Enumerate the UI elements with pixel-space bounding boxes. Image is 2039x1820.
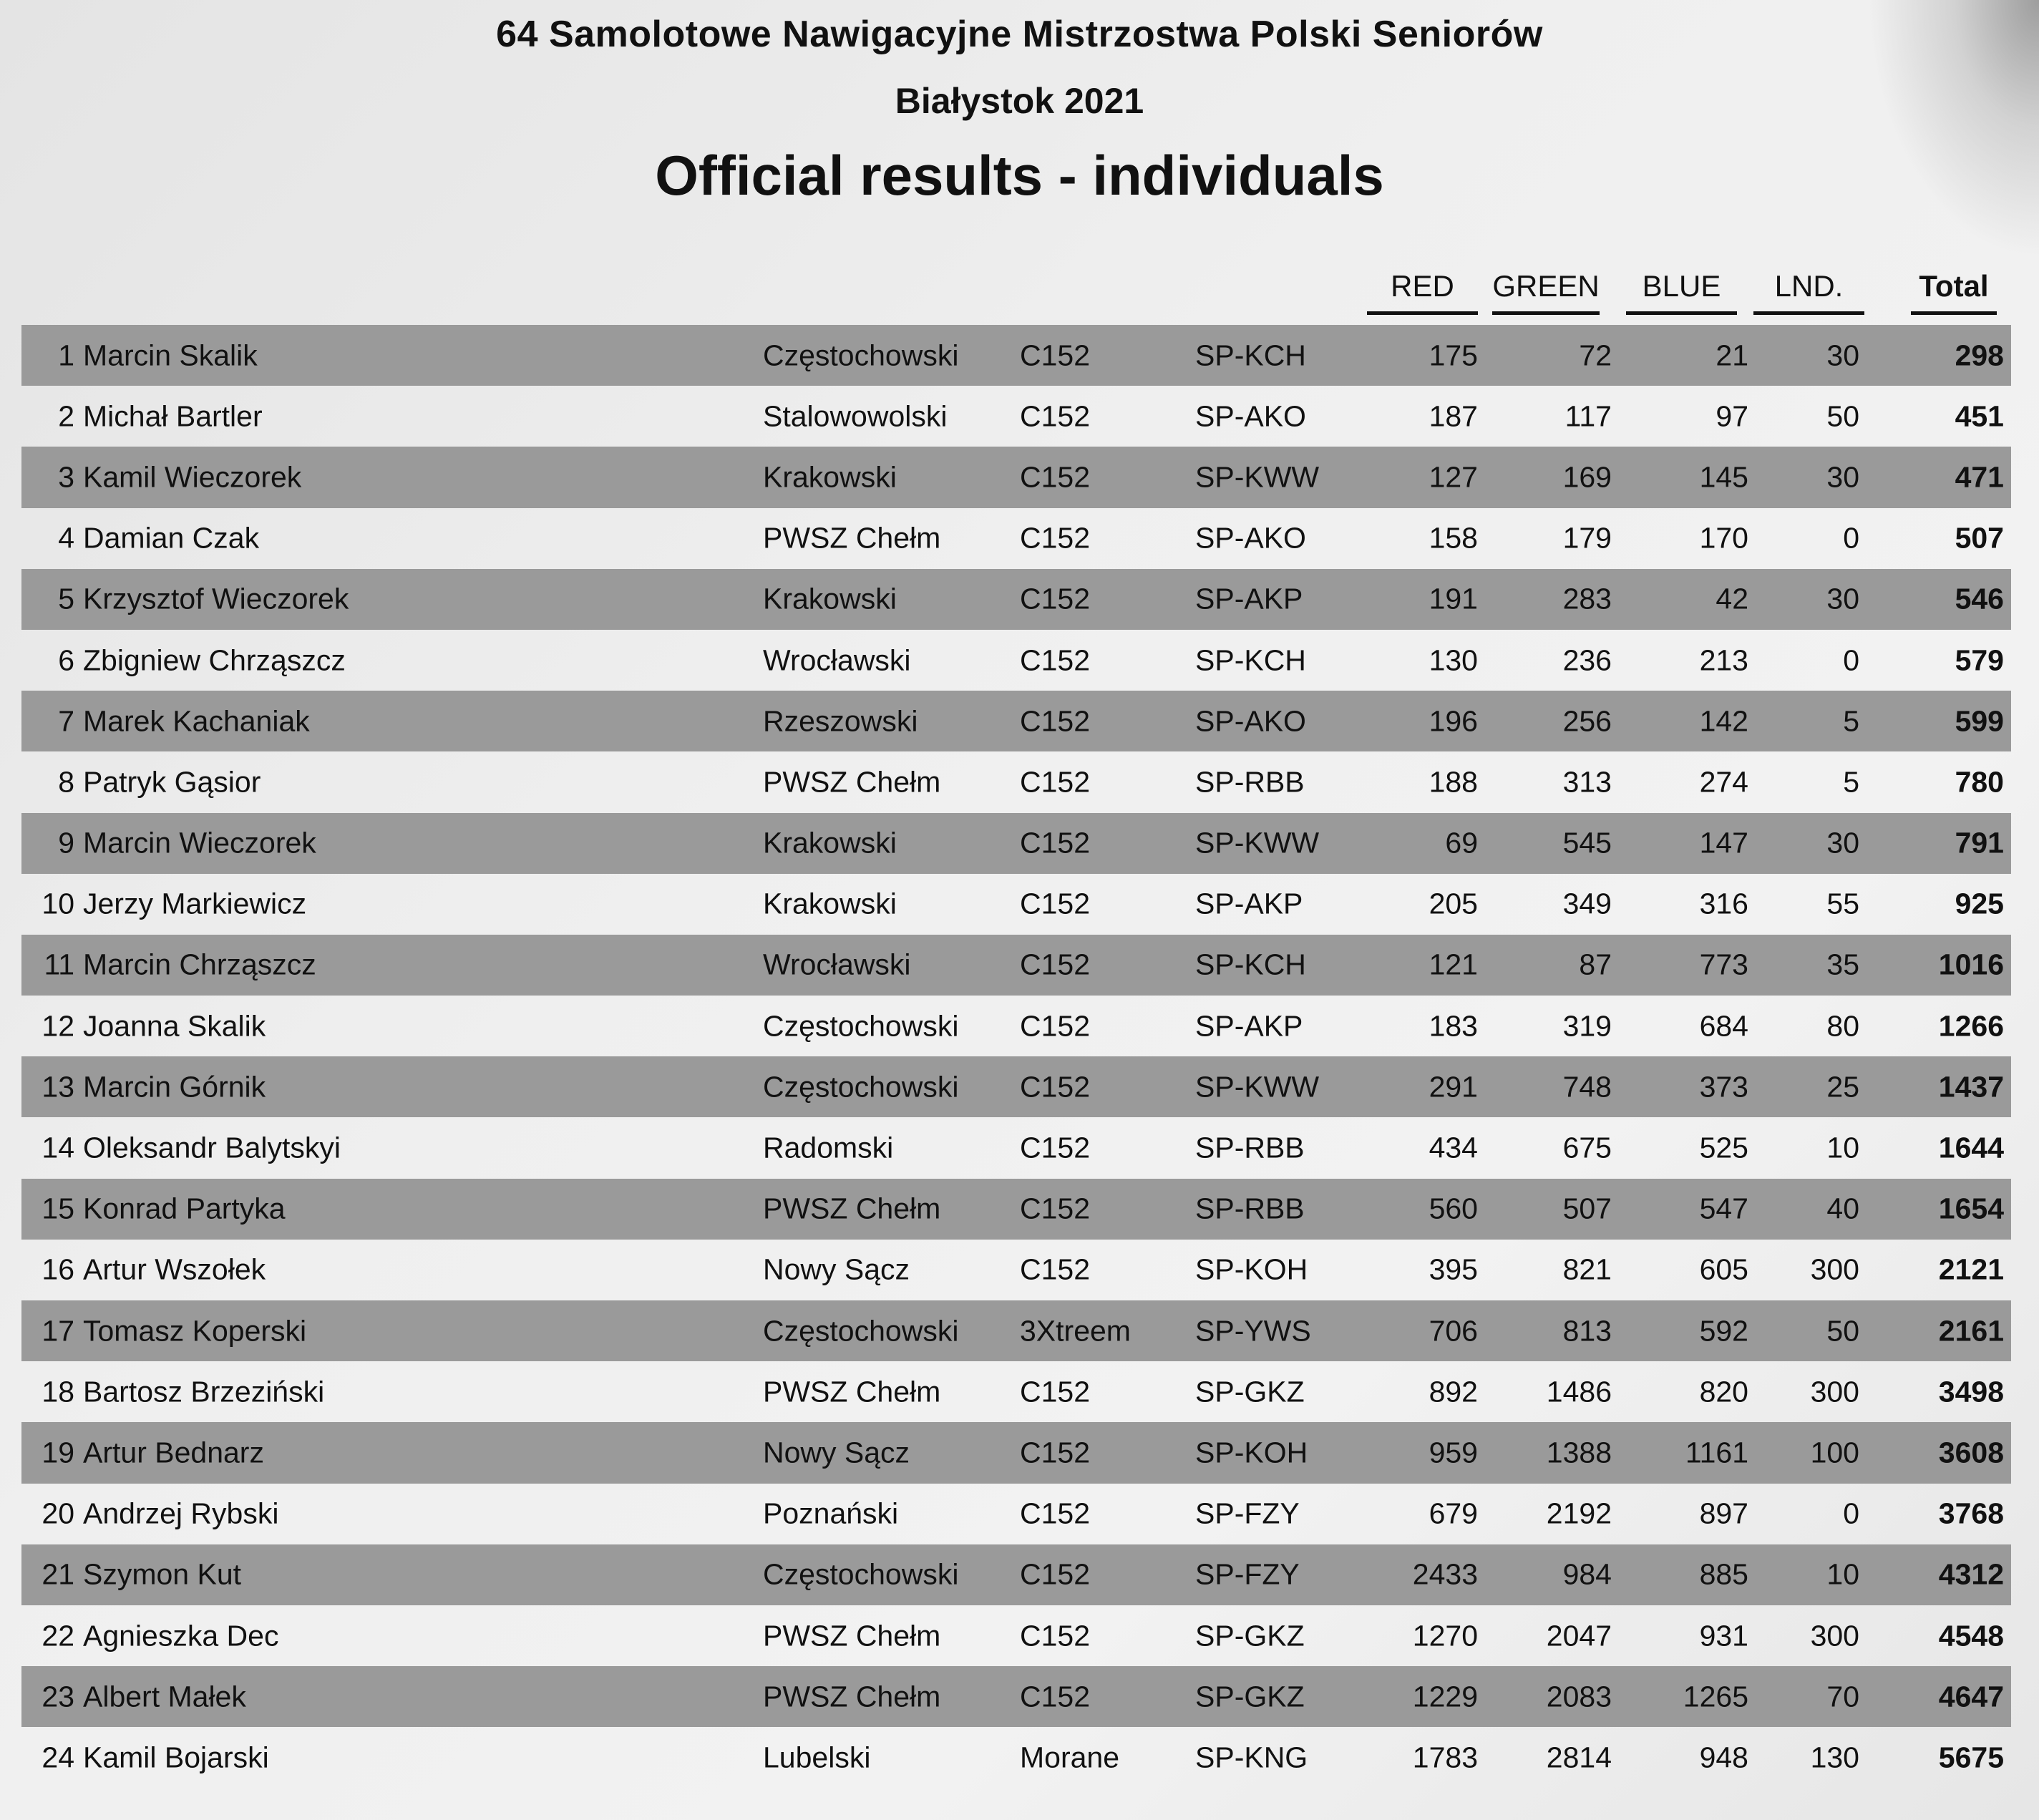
cell-reg: SP-AKP bbox=[1195, 1009, 1303, 1043]
cell-num: 5 bbox=[58, 582, 74, 615]
cell-lnd: 10 bbox=[1826, 1557, 1859, 1591]
cell-lnd: 55 bbox=[1826, 887, 1859, 920]
cell-reg: SP-AKO bbox=[1195, 399, 1306, 433]
cell-plane: C152 bbox=[1020, 1070, 1091, 1104]
cell-lnd: 0 bbox=[1843, 521, 1859, 555]
cell-red: 130 bbox=[1429, 643, 1478, 677]
table-row bbox=[21, 1361, 2011, 1422]
cell-red: 706 bbox=[1429, 1314, 1478, 1348]
cell-name: Albert Małek bbox=[83, 1680, 246, 1713]
cell-name: Zbigniew Chrząszcz bbox=[83, 643, 346, 677]
cell-club: Częstochowski bbox=[763, 1009, 959, 1043]
cell-blue: 773 bbox=[1699, 948, 1748, 981]
cell-lnd: 30 bbox=[1826, 339, 1859, 372]
cell-red: 291 bbox=[1429, 1070, 1478, 1104]
table-row bbox=[21, 1117, 2011, 1178]
cell-total: 2121 bbox=[1938, 1252, 2004, 1286]
cell-name: Marcin Wieczorek bbox=[83, 826, 316, 860]
cell-blue: 1265 bbox=[1683, 1680, 1748, 1713]
cell-blue: 42 bbox=[1716, 582, 1748, 615]
table-row bbox=[21, 1727, 2011, 1788]
cell-club: Częstochowski bbox=[763, 1314, 959, 1348]
cell-name: Michał Bartler bbox=[83, 399, 263, 433]
table-row bbox=[21, 1240, 2011, 1300]
cell-lnd: 30 bbox=[1826, 826, 1859, 860]
cell-plane: C152 bbox=[1020, 521, 1091, 555]
cell-reg: SP-RBB bbox=[1195, 1192, 1305, 1225]
cell-club: Nowy Sącz bbox=[763, 1252, 910, 1286]
cell-total: 451 bbox=[1955, 399, 2004, 433]
cell-green: 1388 bbox=[1546, 1436, 1612, 1469]
cell-total: 599 bbox=[1955, 704, 2004, 738]
cell-green: 72 bbox=[1579, 339, 1612, 372]
cell-blue: 373 bbox=[1699, 1070, 1748, 1104]
cell-num: 9 bbox=[58, 826, 74, 860]
cell-red: 395 bbox=[1429, 1252, 1478, 1286]
column-header-green: GREEN bbox=[1492, 265, 1600, 315]
cell-plane: C152 bbox=[1020, 1557, 1091, 1591]
cell-name: Kamil Wieczorek bbox=[83, 460, 302, 494]
table-row bbox=[21, 1179, 2011, 1240]
cell-num: 24 bbox=[42, 1741, 74, 1774]
cell-reg: SP-AKP bbox=[1195, 582, 1303, 615]
cell-lnd: 70 bbox=[1826, 1680, 1859, 1713]
cell-red: 188 bbox=[1429, 765, 1478, 799]
cell-name: Oleksandr Balytskyi bbox=[83, 1131, 341, 1164]
cell-name: Patryk Gąsior bbox=[83, 765, 261, 799]
cell-blue: 525 bbox=[1699, 1131, 1748, 1164]
cell-green: 236 bbox=[1562, 643, 1612, 677]
cell-red: 191 bbox=[1429, 582, 1478, 615]
cell-num: 19 bbox=[42, 1436, 74, 1469]
cell-total: 4548 bbox=[1938, 1619, 2004, 1653]
cell-total: 3768 bbox=[1938, 1497, 2004, 1530]
cell-lnd: 30 bbox=[1826, 460, 1859, 494]
cell-num: 15 bbox=[42, 1192, 74, 1225]
cell-lnd: 0 bbox=[1843, 1497, 1859, 1530]
cell-name: Artur Bednarz bbox=[83, 1436, 264, 1469]
cell-total: 5675 bbox=[1938, 1741, 2004, 1774]
cell-red: 127 bbox=[1429, 460, 1478, 494]
cell-plane: C152 bbox=[1020, 1192, 1091, 1225]
cell-plane: C152 bbox=[1020, 765, 1091, 799]
cell-plane: C152 bbox=[1020, 704, 1091, 738]
cell-blue: 213 bbox=[1699, 643, 1748, 677]
table-row bbox=[21, 630, 2011, 691]
cell-blue: 948 bbox=[1699, 1741, 1748, 1774]
cell-reg: SP-KCH bbox=[1195, 643, 1306, 677]
cell-plane: C152 bbox=[1020, 1131, 1091, 1164]
cell-reg: SP-KNG bbox=[1195, 1741, 1308, 1774]
cell-green: 1486 bbox=[1546, 1375, 1612, 1408]
cell-blue: 142 bbox=[1699, 704, 1748, 738]
column-header-blue: BLUE bbox=[1626, 265, 1737, 315]
cell-plane: C152 bbox=[1020, 887, 1091, 920]
column-header-lnd: LND. bbox=[1753, 265, 1864, 315]
cell-blue: 1161 bbox=[1685, 1436, 1748, 1469]
cell-red: 121 bbox=[1429, 948, 1478, 981]
cell-reg: SP-KOH bbox=[1195, 1252, 1308, 1286]
cell-green: 507 bbox=[1562, 1192, 1612, 1225]
cell-blue: 684 bbox=[1699, 1009, 1748, 1043]
table-row bbox=[21, 1056, 2011, 1117]
cell-blue: 97 bbox=[1716, 399, 1748, 433]
cell-plane: C152 bbox=[1020, 1252, 1091, 1286]
cell-total: 471 bbox=[1955, 460, 2004, 494]
cell-red: 959 bbox=[1429, 1436, 1478, 1469]
cell-blue: 605 bbox=[1699, 1252, 1748, 1286]
cell-green: 117 bbox=[1564, 399, 1612, 433]
cell-red: 187 bbox=[1429, 399, 1478, 433]
column-header-total: Total bbox=[1911, 265, 1997, 315]
cell-club: PWSZ Chełm bbox=[763, 1619, 941, 1653]
cell-lnd: 300 bbox=[1810, 1619, 1859, 1653]
cell-plane: C152 bbox=[1020, 1497, 1091, 1530]
cell-total: 3498 bbox=[1938, 1375, 2004, 1408]
cell-reg: SP-YWS bbox=[1195, 1314, 1311, 1348]
cell-num: 22 bbox=[42, 1619, 74, 1653]
cell-red: 434 bbox=[1429, 1131, 1478, 1164]
cell-club: Częstochowski bbox=[763, 1070, 959, 1104]
cell-lnd: 130 bbox=[1810, 1741, 1859, 1774]
cell-lnd: 0 bbox=[1843, 643, 1859, 677]
cell-red: 1783 bbox=[1412, 1741, 1478, 1774]
cell-total: 780 bbox=[1955, 765, 2004, 799]
cell-plane: C152 bbox=[1020, 339, 1091, 372]
cell-green: 349 bbox=[1562, 887, 1612, 920]
cell-plane: C152 bbox=[1020, 1680, 1091, 1713]
cell-green: 675 bbox=[1562, 1131, 1612, 1164]
cell-name: Joanna Skalik bbox=[83, 1009, 266, 1043]
location-year: Białystok 2021 bbox=[895, 81, 1144, 121]
cell-red: 69 bbox=[1445, 826, 1478, 860]
cell-name: Szymon Kut bbox=[83, 1557, 242, 1591]
cell-red: 1270 bbox=[1412, 1619, 1478, 1653]
cell-reg: SP-KWW bbox=[1195, 826, 1320, 860]
cell-plane: C152 bbox=[1020, 948, 1091, 981]
cell-total: 791 bbox=[1955, 826, 2004, 860]
cell-club: Krakowski bbox=[763, 887, 897, 920]
cell-red: 2433 bbox=[1412, 1557, 1478, 1591]
cell-red: 892 bbox=[1429, 1375, 1478, 1408]
cell-blue: 885 bbox=[1699, 1557, 1748, 1591]
cell-plane: C152 bbox=[1020, 826, 1091, 860]
cell-reg: SP-AKO bbox=[1195, 704, 1306, 738]
cell-reg: SP-KOH bbox=[1195, 1436, 1308, 1469]
cell-red: 560 bbox=[1429, 1192, 1478, 1225]
cell-total: 546 bbox=[1955, 582, 2004, 615]
cell-num: 11 bbox=[44, 948, 74, 981]
cell-green: 87 bbox=[1579, 948, 1612, 981]
cell-num: 18 bbox=[42, 1375, 74, 1408]
cell-blue: 145 bbox=[1699, 460, 1748, 494]
cell-plane: C152 bbox=[1020, 1375, 1091, 1408]
cell-lnd: 40 bbox=[1826, 1192, 1859, 1225]
cell-lnd: 30 bbox=[1826, 582, 1859, 615]
cell-name: Krzysztof Wieczorek bbox=[83, 582, 349, 615]
cell-green: 545 bbox=[1562, 826, 1612, 860]
cell-plane: C152 bbox=[1020, 643, 1091, 677]
cell-lnd: 50 bbox=[1826, 1314, 1859, 1348]
cell-reg: SP-KCH bbox=[1195, 948, 1306, 981]
cell-blue: 592 bbox=[1699, 1314, 1748, 1348]
cell-red: 183 bbox=[1429, 1009, 1478, 1043]
cell-green: 984 bbox=[1562, 1557, 1612, 1591]
cell-club: PWSZ Chełm bbox=[763, 521, 941, 555]
cell-reg: SP-RBB bbox=[1195, 765, 1305, 799]
cell-green: 2083 bbox=[1546, 1680, 1612, 1713]
cell-total: 3608 bbox=[1938, 1436, 2004, 1469]
table-row bbox=[21, 691, 2011, 751]
cell-name: Bartosz Brzeziński bbox=[83, 1375, 325, 1408]
cell-num: 16 bbox=[42, 1252, 74, 1286]
cell-club: Wrocławski bbox=[763, 643, 911, 677]
cell-club: Krakowski bbox=[763, 582, 897, 615]
cell-name: Konrad Partyka bbox=[83, 1192, 286, 1225]
cell-lnd: 50 bbox=[1826, 399, 1859, 433]
cell-green: 319 bbox=[1562, 1009, 1612, 1043]
cell-plane: C152 bbox=[1020, 1436, 1091, 1469]
table-row bbox=[21, 935, 2011, 996]
cell-club: PWSZ Chełm bbox=[763, 1680, 941, 1713]
cell-total: 4312 bbox=[1938, 1557, 2004, 1591]
cell-lnd: 300 bbox=[1810, 1375, 1859, 1408]
cell-total: 1437 bbox=[1938, 1070, 2004, 1104]
table-row bbox=[21, 386, 2011, 447]
cell-red: 1229 bbox=[1412, 1680, 1478, 1713]
cell-green: 256 bbox=[1562, 704, 1612, 738]
cell-reg: SP-AKO bbox=[1195, 521, 1306, 555]
cell-club: Poznański bbox=[763, 1497, 899, 1530]
cell-red: 175 bbox=[1429, 339, 1478, 372]
cell-club: Krakowski bbox=[763, 460, 897, 494]
results-table bbox=[21, 325, 2011, 1789]
cell-red: 196 bbox=[1429, 704, 1478, 738]
cell-total: 579 bbox=[1955, 643, 2004, 677]
cell-num: 10 bbox=[42, 887, 74, 920]
cell-blue: 21 bbox=[1716, 339, 1748, 372]
cell-lnd: 100 bbox=[1810, 1436, 1859, 1469]
cell-green: 2814 bbox=[1546, 1741, 1612, 1774]
cell-reg: SP-AKP bbox=[1195, 887, 1303, 920]
cell-reg: SP-RBB bbox=[1195, 1131, 1305, 1164]
cell-num: 14 bbox=[42, 1131, 74, 1164]
cell-total: 1654 bbox=[1938, 1192, 2004, 1225]
cell-green: 313 bbox=[1562, 765, 1612, 799]
cell-name: Marcin Skalik bbox=[83, 339, 258, 372]
cell-lnd: 5 bbox=[1843, 704, 1859, 738]
table-row bbox=[21, 874, 2011, 935]
cell-blue: 316 bbox=[1699, 887, 1748, 920]
table-row bbox=[21, 325, 2011, 386]
cell-name: Andrzej Rybski bbox=[83, 1497, 279, 1530]
cell-plane: C152 bbox=[1020, 582, 1091, 615]
table-row bbox=[21, 1605, 2011, 1666]
table-row bbox=[21, 1484, 2011, 1544]
cell-num: 6 bbox=[58, 643, 74, 677]
cell-club: Stalowowolski bbox=[763, 399, 948, 433]
cell-name: Jerzy Markiewicz bbox=[83, 887, 307, 920]
cell-lnd: 5 bbox=[1843, 765, 1859, 799]
cell-num: 8 bbox=[58, 765, 74, 799]
cell-club: Krakowski bbox=[763, 826, 897, 860]
cell-club: PWSZ Chełm bbox=[763, 1192, 941, 1225]
table-row bbox=[21, 447, 2011, 507]
cell-club: Rzeszowski bbox=[763, 704, 918, 738]
cell-plane: C152 bbox=[1020, 399, 1091, 433]
cell-green: 748 bbox=[1562, 1070, 1612, 1104]
cell-club: Nowy Sącz bbox=[763, 1436, 910, 1469]
cell-club: Wrocławski bbox=[763, 948, 911, 981]
cell-num: 23 bbox=[42, 1680, 74, 1713]
cell-reg: SP-KWW bbox=[1195, 1070, 1320, 1104]
cell-blue: 897 bbox=[1699, 1497, 1748, 1530]
cell-red: 679 bbox=[1429, 1497, 1478, 1530]
cell-blue: 931 bbox=[1699, 1619, 1748, 1653]
cell-total: 507 bbox=[1955, 521, 2004, 555]
cell-reg: SP-GKZ bbox=[1195, 1680, 1305, 1713]
cell-total: 4647 bbox=[1938, 1680, 2004, 1713]
cell-lnd: 10 bbox=[1826, 1131, 1859, 1164]
cell-blue: 274 bbox=[1699, 765, 1748, 799]
cell-total: 298 bbox=[1955, 339, 2004, 372]
cell-lnd: 25 bbox=[1826, 1070, 1859, 1104]
cell-lnd: 80 bbox=[1826, 1009, 1859, 1043]
cell-num: 17 bbox=[42, 1314, 74, 1348]
cell-name: Agnieszka Dec bbox=[83, 1619, 279, 1653]
table-row bbox=[21, 1666, 2011, 1727]
cell-green: 283 bbox=[1562, 582, 1612, 615]
cell-club: Lubelski bbox=[763, 1741, 871, 1774]
cell-green: 2192 bbox=[1546, 1497, 1612, 1530]
cell-name: Artur Wszołek bbox=[83, 1252, 266, 1286]
cell-club: Radomski bbox=[763, 1131, 894, 1164]
cell-name: Marek Kachaniak bbox=[83, 704, 310, 738]
cell-reg: SP-GKZ bbox=[1195, 1619, 1305, 1653]
championship-title: 64 Samolotowe Nawigacyjne Mistrzostwa Polski Seniorów bbox=[496, 14, 1543, 55]
table-row bbox=[21, 996, 2011, 1056]
cell-blue: 147 bbox=[1699, 826, 1748, 860]
cell-total: 1266 bbox=[1938, 1009, 2004, 1043]
table-row bbox=[21, 569, 2011, 630]
cell-lnd: 300 bbox=[1810, 1252, 1859, 1286]
cell-blue: 820 bbox=[1699, 1375, 1748, 1408]
cell-reg: SP-FZY bbox=[1195, 1497, 1300, 1530]
cell-total: 2161 bbox=[1938, 1314, 2004, 1348]
cell-red: 158 bbox=[1429, 521, 1478, 555]
cell-name: Kamil Bojarski bbox=[83, 1741, 269, 1774]
cell-num: 20 bbox=[42, 1497, 74, 1530]
cell-plane: Morane bbox=[1020, 1741, 1120, 1774]
cell-num: 2 bbox=[58, 399, 74, 433]
cell-num: 12 bbox=[42, 1009, 74, 1043]
table-row bbox=[21, 1300, 2011, 1361]
cell-green: 2047 bbox=[1546, 1619, 1612, 1653]
cell-green: 169 bbox=[1562, 460, 1612, 494]
cell-lnd: 35 bbox=[1826, 948, 1859, 981]
cell-num: 3 bbox=[58, 460, 74, 494]
cell-num: 7 bbox=[58, 704, 74, 738]
cell-num: 1 bbox=[58, 339, 74, 372]
cell-num: 13 bbox=[42, 1070, 74, 1104]
cell-num: 4 bbox=[58, 521, 74, 555]
cell-club: Częstochowski bbox=[763, 339, 959, 372]
cell-plane: C152 bbox=[1020, 1619, 1091, 1653]
cell-name: Tomasz Koperski bbox=[83, 1314, 307, 1348]
cell-total: 925 bbox=[1955, 887, 2004, 920]
cell-reg: SP-KCH bbox=[1195, 339, 1306, 372]
table-row bbox=[21, 1544, 2011, 1605]
cell-red: 205 bbox=[1429, 887, 1478, 920]
cell-plane: 3Xtreem bbox=[1020, 1314, 1131, 1348]
page-title: Official results - individuals bbox=[655, 144, 1384, 207]
cell-reg: SP-FZY bbox=[1195, 1557, 1300, 1591]
column-header-red: RED bbox=[1367, 265, 1478, 315]
cell-total: 1644 bbox=[1938, 1131, 2004, 1164]
cell-total: 1016 bbox=[1938, 948, 2004, 981]
cell-green: 821 bbox=[1562, 1252, 1612, 1286]
cell-plane: C152 bbox=[1020, 1009, 1091, 1043]
cell-name: Damian Czak bbox=[83, 521, 260, 555]
cell-plane: C152 bbox=[1020, 460, 1091, 494]
cell-green: 813 bbox=[1562, 1314, 1612, 1348]
table-row bbox=[21, 751, 2011, 812]
cell-club: PWSZ Chełm bbox=[763, 765, 941, 799]
cell-club: Częstochowski bbox=[763, 1557, 959, 1591]
cell-num: 21 bbox=[42, 1557, 74, 1591]
cell-reg: SP-GKZ bbox=[1195, 1375, 1305, 1408]
cell-blue: 170 bbox=[1699, 521, 1748, 555]
table-row bbox=[21, 508, 2011, 569]
cell-reg: SP-KWW bbox=[1195, 460, 1320, 494]
cell-name: Marcin Chrząszcz bbox=[83, 948, 316, 981]
cell-club: PWSZ Chełm bbox=[763, 1375, 941, 1408]
cell-blue: 547 bbox=[1699, 1192, 1748, 1225]
table-row bbox=[21, 1422, 2011, 1483]
cell-name: Marcin Górnik bbox=[83, 1070, 266, 1104]
table-row bbox=[21, 813, 2011, 874]
cell-green: 179 bbox=[1562, 521, 1612, 555]
